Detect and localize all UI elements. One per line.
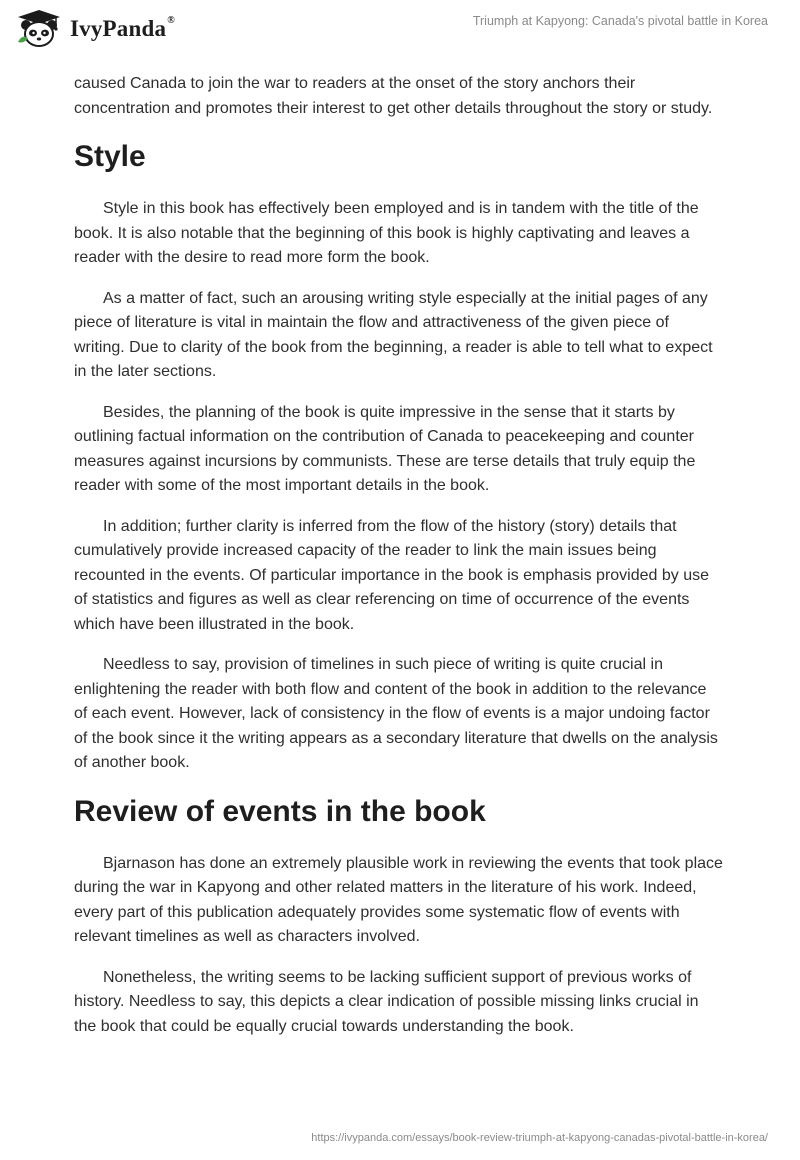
- paragraph: Bjarnason has done an extremely plausible work in reviewing the events that took place during the war in Kapyong and other related matters in the literature of his work. Indeed, every part of this publication adequately provides some systematic flow of events with relevant timelines as well as characters involved.: [74, 854, 723, 945]
- source-url-link[interactable]: https://ivypanda.com/essays/book-review-triumph-at-kapyong-canadas-pivotal-battle-in-korea/: [311, 1132, 768, 1144]
- paragraph: Needless to say, provision of timelines in such piece of writing is quite crucial in enlightening the reader with both flow and content of the book in addition to the relevance of each event. However, lack of consistency in the flow of events is a major undoing factor of the book since it the writing appears as a secondary literature that dwells on the analysis of another book.: [74, 656, 718, 771]
- brand-name: IvyPanda®: [70, 15, 175, 41]
- brand-logo[interactable]: [14, 8, 175, 48]
- paragraph: Nonetheless, the writing seems to be lacking sufficient support of previous works of history. Needless to say, this depicts a clear indication of possible missing links crucial in the book that could be equally crucial towards understanding the book.: [74, 968, 699, 1035]
- section-heading-style: Style: [74, 140, 146, 173]
- document-title: Triumph at Kapyong: Canada's pivotal battle in Korea: [472, 14, 768, 28]
- paragraph: In addition; further clarity is inferred from the flow of the history (story) details that cumulatively provide increased capacity of the reader to link the main issues being recounted in the events. Of particular importance in the book is emphasis provided by use of statistics and figures as well as clear referencing on time of occurrence of the events which have been illustrated in the book.: [74, 517, 710, 633]
- paragraph: As a matter of fact, such an arousing writing style especially at the initial pages of any piece of literature is vital in maintain the flow and attractiveness of the given piece of writing. Due to clarity of the book from the beginning, a reader is able to tell what to expect in the later sections.: [74, 289, 713, 380]
- page-header: [0, 0, 800, 70]
- section-heading-review: Review of events in the book: [74, 794, 486, 828]
- intro-paragraph: caused Canada to join the war to readers at the onset of the story anchors their concentration and promotes their interest to get other details throughout the story or study.: [74, 75, 713, 117]
- paragraph: Besides, the planning of the book is quite impressive in the sense that it starts by outlining factual information on the contribution of Canada to peacekeeping and counter measures against incursions by communists. These are terse details that truly equip the reader with some of the most important details in the book.: [74, 403, 696, 494]
- paragraph: Style in this book has effectively been employed and is in tandem with the title of the book. It is also notable that the beginning of this book is highly captivating and leaves a reader with the desire to read more form the book.: [74, 200, 699, 266]
- registered-mark: ®: [167, 15, 175, 27]
- essay-content: [74, 72, 724, 1055]
- panda-graduate-logo-icon: [14, 8, 64, 48]
